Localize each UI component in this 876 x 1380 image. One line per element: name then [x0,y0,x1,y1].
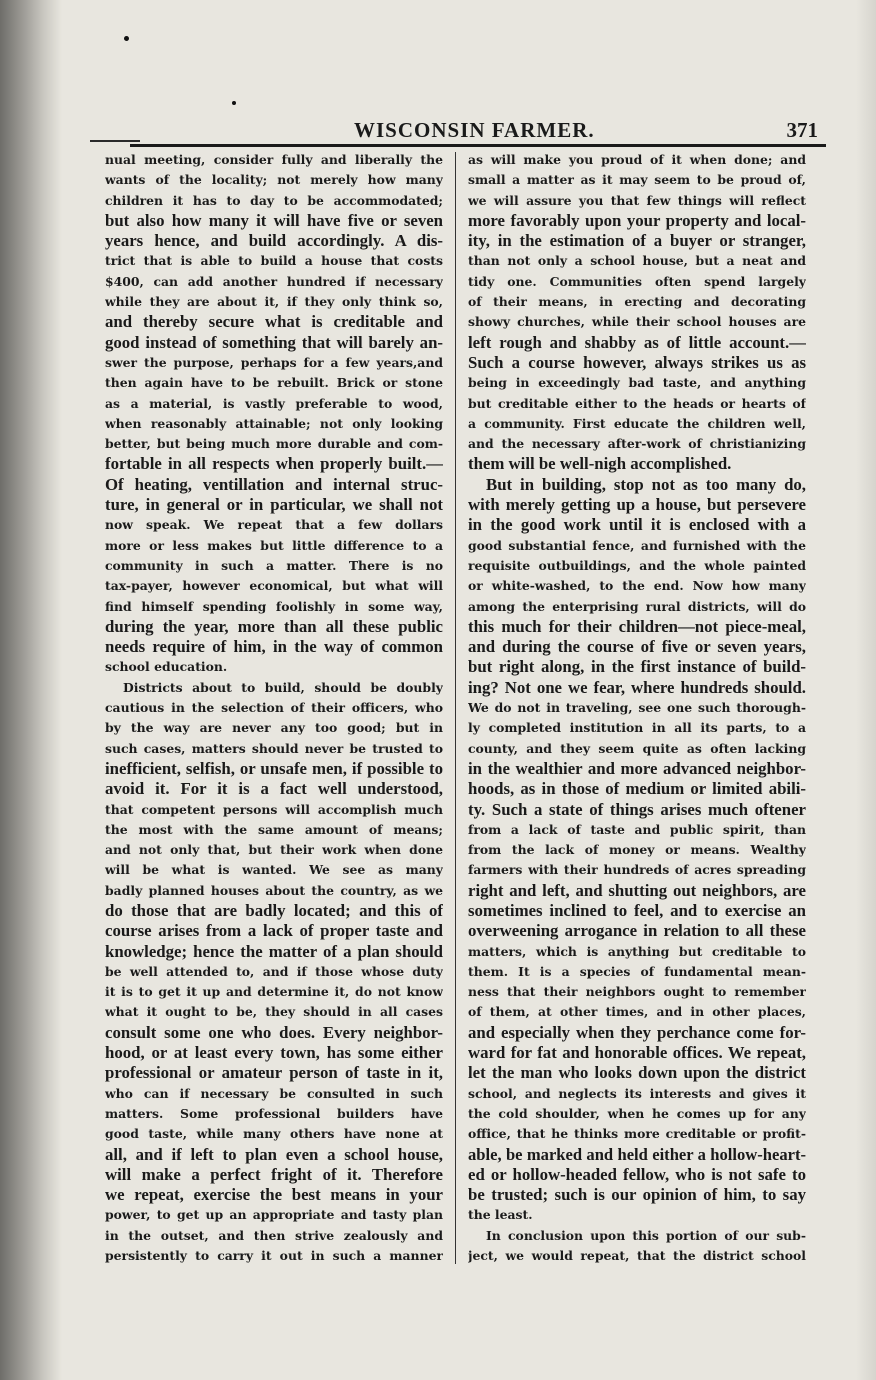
text-line: it is to get it up and determine it, do not know [105,984,443,1000]
text-line: now speak. We repeat that a few dollars [105,517,443,533]
text-line: all, and if left to plan even a school house, [105,1144,443,1164]
text-line: in the wealthier and more advanced neighbor- [468,758,806,778]
text-line: better, but being much more durable and com- [105,436,443,452]
text-line: overweening arrogance in relation to all these [468,921,806,941]
book-binding-shadow [0,0,62,1380]
text-line: But in building, stop not as too many do, [486,474,806,494]
text-line: school education. [105,659,228,675]
text-line: Such a course however, always strikes us as [468,352,806,372]
text-line: what it ought to be, they should in all cases [105,1004,443,1020]
text-line: inefficient, selfish, or unsafe men, if possible to [105,758,443,778]
text-line: badly planned houses about the country, as we [105,882,443,898]
text-line: being in exceedingly bad taste, and anything [468,375,806,391]
text-line: of them, at other times, and in other places, [468,1004,806,1020]
text-line: Of heating, ventillation and internal struc- [105,474,443,494]
text-line: than not only a school house, but a neat and [468,253,806,269]
text-line: children it has to day to be accommodated; [105,192,443,208]
text-line: hoods, as in those of medium or limited abili- [468,779,806,799]
text-line: ing? Not one we fear, where hundreds should. [468,677,806,697]
text-line: we repeat, exercise the best means in your [105,1185,443,1205]
ink-speck [232,101,236,105]
text-line: nual meeting, consider fully and liberally the [105,152,443,167]
text-line: power, to get up an appropriate and tasty plan [105,1207,443,1223]
text-line: fortable in all respects when properly built.— [105,454,443,474]
text-line: that competent persons will accomplish much [105,801,443,817]
text-line: let the man who looks down upon the district [468,1063,806,1083]
text-line: consult some one who does. Every neighbor- [105,1022,443,1042]
text-line: more favorably upon your property and local- [468,210,806,230]
text-line: school, and neglects its interests and gives it [468,1085,806,1101]
text-line: as a material, is vastly preferable to wood, [105,395,443,411]
text-line: cautious in the selection of their officers, who [105,700,443,716]
text-line: do those that are badly located; and this of [105,900,443,920]
text-line: from a lack of taste and public spirit, than [468,821,806,837]
text-line: or white-washed, to the end. Now how many [468,578,806,594]
text-line: Districts about to build, should be doubly [123,679,443,695]
text-line: county, and they seem quite as often lacking [468,740,806,756]
text-line: ity, in the estimation of a buyer or stranger, [468,231,806,251]
text-line: hood, or at least every town, has some either [105,1043,443,1063]
text-line: In conclusion upon this portion of our sub- [486,1227,806,1243]
text-line: but also how many it will have five or seven [105,210,443,230]
text-line: knowledge; hence the matter of a plan should [105,941,443,961]
page-header [130,118,826,144]
text-line: but right along, in the first instance of build- [468,657,806,677]
text-line: by the way are never any too good; but in [105,720,443,736]
text-line: trict that is able to build a house that costs [105,253,443,269]
text-line: and especially when they perchance come for- [468,1022,806,1042]
text-line: farmers with their hundreds of acres spreading [468,862,806,878]
text-line: while they are about it, if they only think so, [105,294,443,310]
text-line: and the necessary after-work of christianizing [468,436,806,452]
text-line: them will be well-nigh accomplished. [468,454,732,474]
text-line: matters, which is anything but creditable to [468,943,806,959]
text-line: persistently to carry it out in such a manner [105,1248,443,1264]
text-line: We do not in traveling, see one such thorough- [468,700,806,716]
text-line: course arises from a lack of proper taste and [105,921,443,941]
text-line: community in such a matter. There is no [105,557,443,573]
text-line: a community. First educate the children well, [468,415,806,431]
text-line: right and left, and shutting out neighbors, are [468,880,806,900]
right-text-column [468,150,806,1266]
text-line: and thereby secure what is creditable and [105,312,443,332]
text-line: we will assure you that few things will reflect [468,192,806,208]
text-line: the least. [468,1207,533,1223]
text-line: left rough and shabby as of little account.— [468,332,806,352]
text-line: with merely getting up a house, but persevere [468,495,806,515]
text-line: needs require of him, in the way of common [105,637,443,657]
text-line: matters. Some professional builders have [105,1105,443,1121]
text-line: office, that he thinks more creditable or profit- [468,1126,806,1142]
text-line: ward for fat and honorable offices. We repeat, [468,1043,806,1063]
text-line: will make a perfect fright of it. Therefore [105,1164,443,1184]
text-line: tidy one. Communities often spend largely [468,273,806,289]
text-line: during the year, more than all these public [105,616,443,636]
column-divider [455,152,456,1264]
text-line: showy churches, while their school houses are [468,314,806,330]
text-line: such cases, matters should never be trusted to [105,740,443,756]
text-line: ness that their neighbors ought to remember [468,984,806,1000]
text-line: good instead of something that will barely an- [105,332,443,352]
text-line: will be what is wanted. We see as many [105,862,443,878]
text-line: avoid it. For it is a fact well understood, [105,779,443,799]
text-line: good substantial fence, and furnished with the [468,537,806,553]
header-rule-stub [90,140,140,142]
running-title: WISCONSIN FARMER. [354,118,595,142]
text-line: as will make you proud of it when done; and [468,152,806,167]
text-line: ture, in general or in particular, we shall not [105,495,443,515]
text-line: the cold shoulder, when he comes up for any [468,1105,806,1121]
text-line: then again have to be rebuilt. Brick or stone [105,375,443,391]
text-line: ject, we would repeat, that the district school [468,1248,806,1264]
text-line: tax-payer, however economical, but what will [105,578,443,594]
text-line: swer the purpose, perhaps for a few years,and [105,354,443,370]
header-rule [130,144,826,147]
text-line: this much for their children—not piece-meal, [468,616,806,636]
text-line: requisite outbuildings, and the whole painted [468,557,806,573]
left-text-column [105,150,443,1266]
text-line: but creditable either to the heads or hearts of [468,395,806,411]
text-line: and during the course of five or seven years, [468,637,806,657]
text-line: professional or amateur person of taste in it, [105,1063,443,1083]
text-line: wants of the locality; not merely how many [105,172,443,188]
text-line: when reasonably attainable; not only looking [105,415,443,431]
text-line: from the lack of money or means. Wealthy [468,842,806,858]
text-line: more or less makes but little difference to a [105,537,443,553]
text-line: of their means, in erecting and decorating [468,294,806,310]
text-line: sometimes inclined to feel, and to exercise an [468,900,806,920]
text-line: ty. Such a state of things arises much oftener [468,799,806,819]
text-line: able, be marked and held either a hollow-heart- [468,1144,806,1164]
text-line: small a matter as it may seem to be proud of, [468,172,806,188]
text-line: ed or hollow-headed fellow, who is not safe to [468,1164,806,1184]
text-line: them. It is a species of fundamental mean- [468,963,806,979]
text-line: be trusted; such is our opinion of him, to say [468,1185,806,1205]
text-line: years hence, and build accordingly. A dis- [105,231,443,251]
text-line: and not only that, but their work when done [105,842,443,858]
text-line: in the outset, and then strive zealously and [105,1227,443,1243]
text-line: $400, can add another hundred if necessary [105,273,443,289]
ink-speck [124,36,129,41]
text-line: good taste, while many others have none at [105,1126,443,1142]
text-line: ly completed institution in all its parts, to a [468,720,806,736]
text-line: among the enterprising rural districts, will do [468,598,806,614]
text-line: who can if necessary be consulted in such [105,1085,443,1101]
page-number: 371 [786,118,818,142]
text-line: in the good work until it is enclosed with a [468,515,806,535]
page-edge-shadow [856,0,876,1380]
text-line: be well attended to, and if those whose duty [105,963,443,979]
text-line: the most with the same amount of means; [105,821,443,837]
text-line: find himself spending foolishly in some way, [105,598,443,614]
